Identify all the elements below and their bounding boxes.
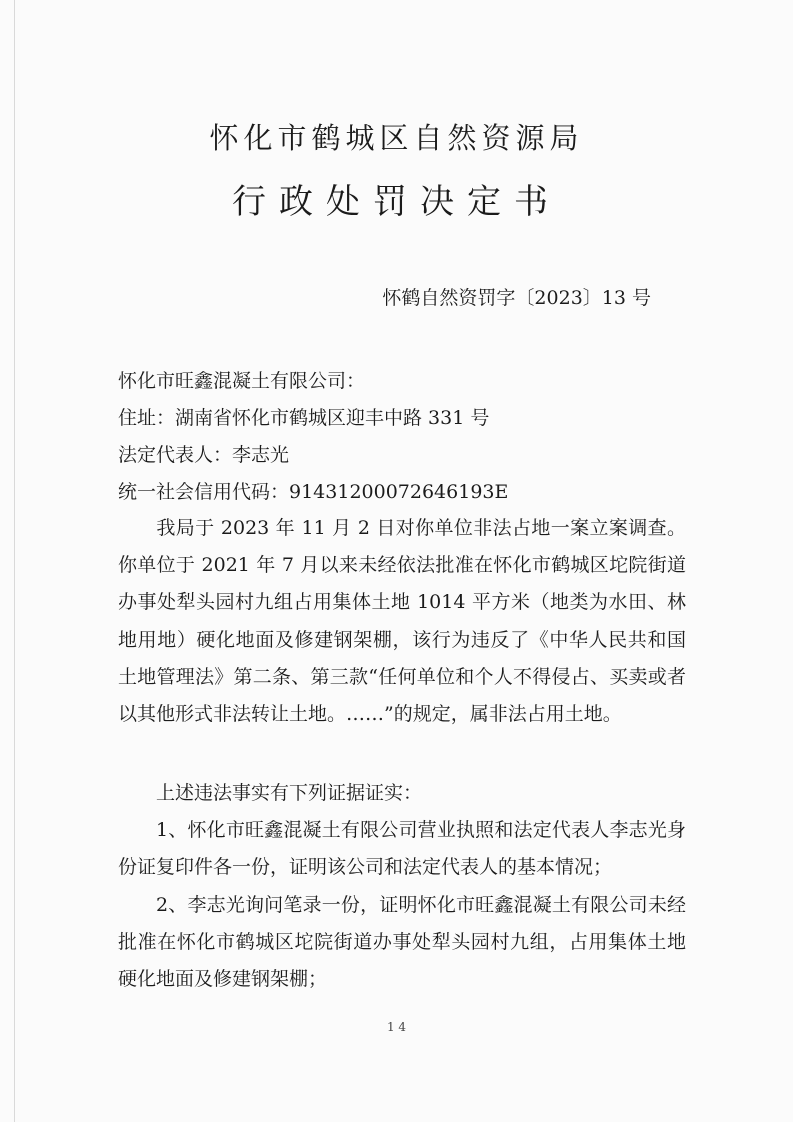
paragraph-evidence-1-text: 1、怀化市旺鑫混凝土有限公司营业执照和法定代表人李志光身份证复印件各一份，证明该公司和法定代表人的基本情况； [118,819,686,879]
page-number: 1 4 [386,1020,407,1034]
paragraph-case-facts [118,510,686,733]
agency-title: 怀化市鹤城区自然资源局 [209,121,584,155]
document-type-title: 行政处罚决定书 [232,182,561,222]
paragraph-evidence-1 [118,812,686,886]
party-representative: 法定代表人：李志光 [118,444,290,466]
paragraph-evidence-intro-text: 上述违法事实有下列证据证实： [156,782,423,804]
paragraph-evidence-2-text: 2、李志光询问笔录一份，证明怀化市旺鑫混凝土有限公司未经批准在怀化市鹤城区坨院街道办事处犁头园村九组，占用集体土地硬化地面及修建钢架棚； [118,894,686,991]
party-name: 怀化市旺鑫混凝土有限公司： [118,370,366,392]
party-credit-code: 统一社会信用代码：91431200072646193E [118,481,509,503]
scan-edge-line [14,0,15,1122]
paragraph-evidence-intro [118,775,686,812]
document-number: 怀鹤自然资罚字〔2023〕13 号 [382,287,651,309]
paragraph-case-facts-text: 我局于 2023 年 11 月 2 日对你单位非法占地一案立案调查。你单位于 2021 年 7 月以来未经依法批准在怀化市鹤城区坨院街道办事处犁头园村九组占用集体土地 1014 平方米（地类为水田、林地用地）硬化地面及修建钢架棚，该行为违反了《中华人民共和国土地管理法》第二条、第三款“任何单位和个人不得侵占、买卖或者以其他形式非法转让土地。……”的规定，属非法占用土地。 [118,517,686,726]
paragraph-evidence-2 [118,887,686,999]
party-address: 住址：湖南省怀化市鹤城区迎丰中路 331 号 [118,407,490,429]
